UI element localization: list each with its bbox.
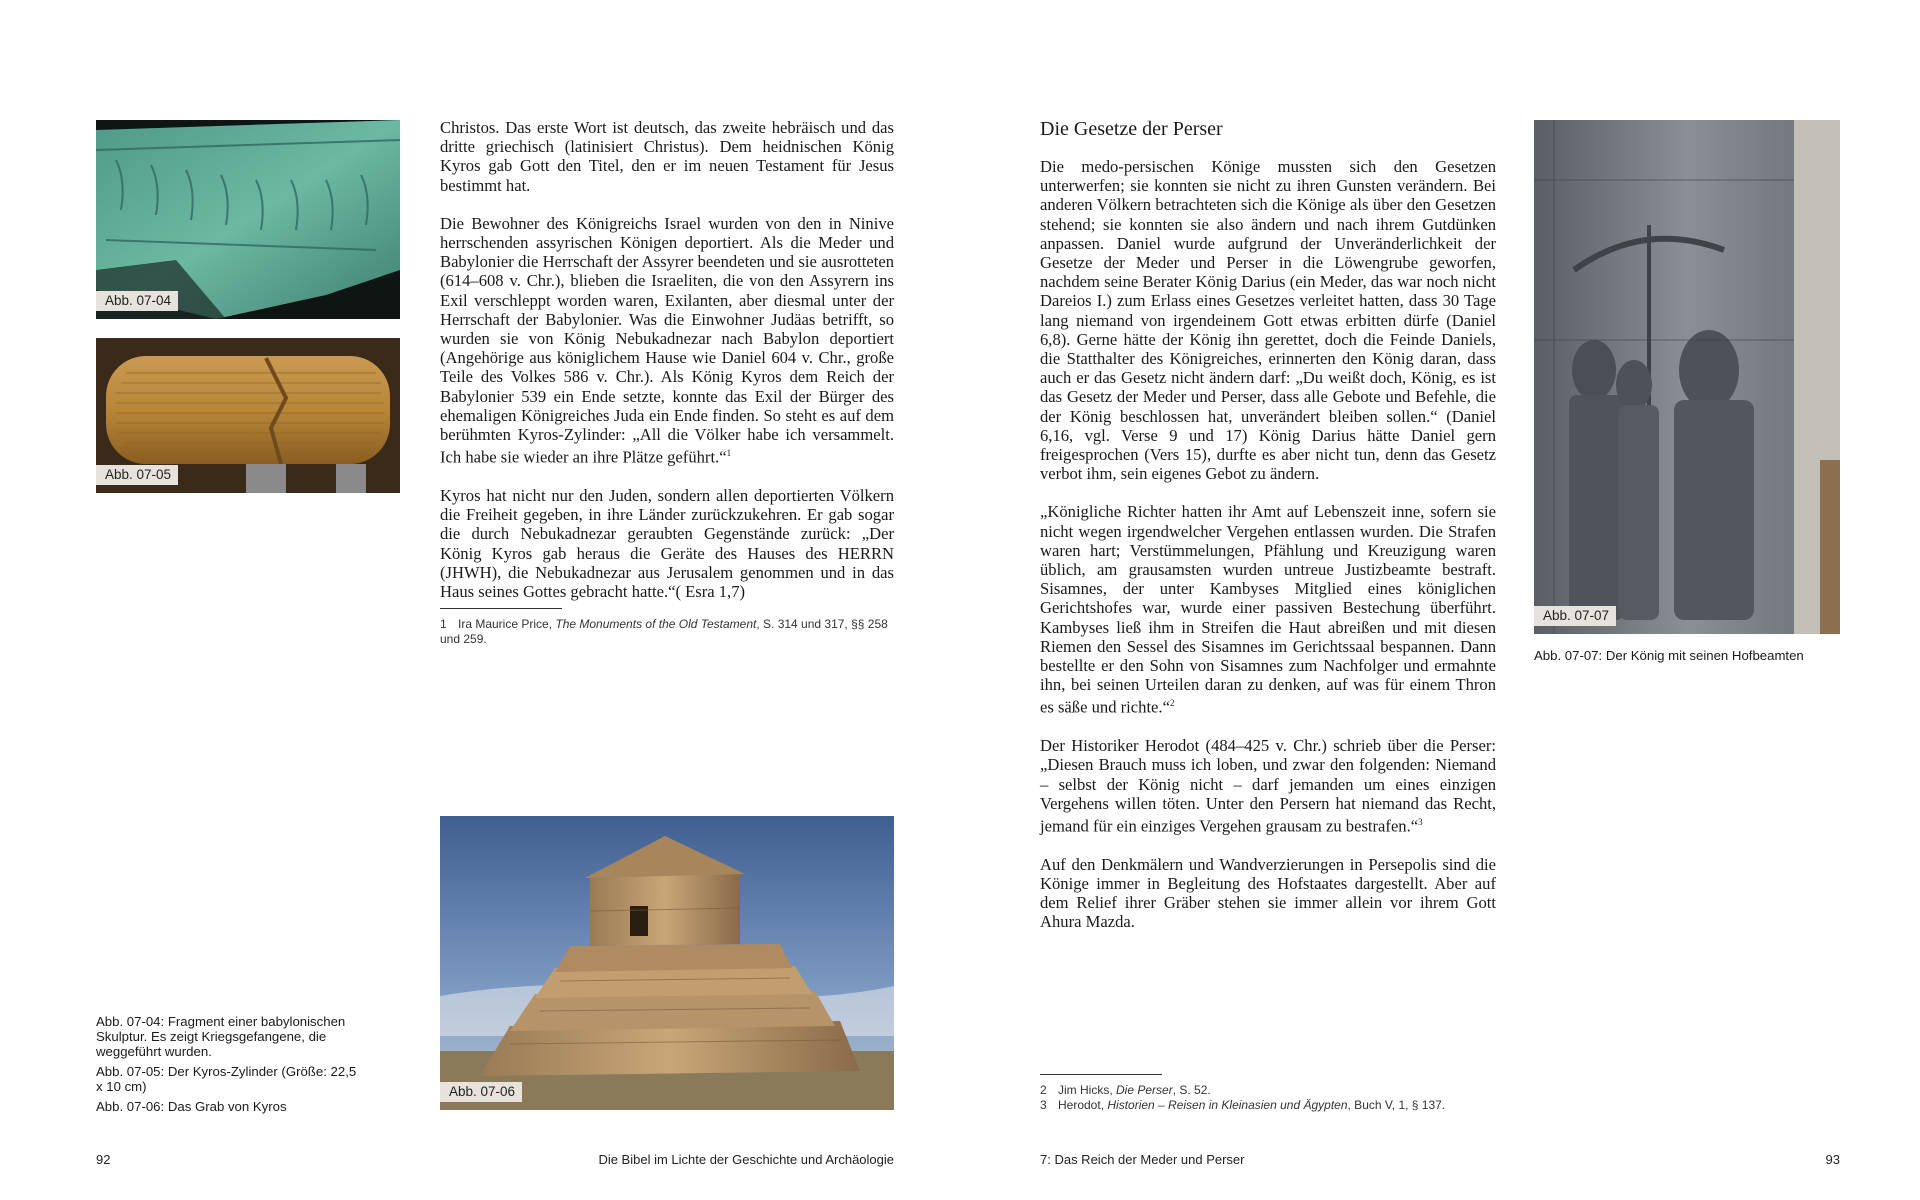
footnote-number: 3 <box>1040 1098 1047 1112</box>
left-text-column <box>440 118 894 620</box>
persepolis-relief-image <box>1534 120 1840 634</box>
caption: Abb. 07-07: Der König mit seinen Hofbeamten <box>1534 648 1804 663</box>
cyrus-tomb-image <box>440 816 894 1110</box>
figure-07-04-photo <box>96 120 400 319</box>
paragraph: Die Bewohner des Königreichs Israel wurden von den in Ninive herrschenden assyrischen Königen deportiert. Als die Meder und Babylonier die Herrschaft der Assyrer beendeten und sie ausrotteten (614–608 v. Chr.), blieben die Israeliten, die von den Assyrern ins Exil verschleppt worden waren, Exilanten, aber diesmal unter der Herrschaft der Babylonier. Was die Einwohner Judäas betrifft, so wurden sie von König Nebukadnezar nach Babylon deportiert (Angehörige aus königlichem Hause wie Daniel 604 v. Chr., große Teile des Volkes 586 v. Chr.). Als König Kyros dem Reich der Babylonier 539 ein Ende setzte, konnte das Exil der Bürger des ehemaligen Königreiches Juda ein Ende finden. So steht es auf dem berühmten Kyros-Zylinder: „All die Völker habe ich versammelt. Ich habe sie wieder an ihre Plätze geführt.“$^1$ <box>440 213 894 467</box>
footnote-marker: 3 <box>1418 817 1423 828</box>
caption: Abb. 07-04: Fragment einer babylonischen Skulptur. Es zeigt Kriegsgefangene, die weggeführt wurden. <box>96 1014 346 1059</box>
footnote-rule <box>440 608 562 609</box>
figure-label: Abb. 07-06 <box>440 1082 522 1102</box>
figure-label: Abb. 07-04 <box>96 291 178 311</box>
running-footer-right: 7: Das Reich der Meder und Perser <box>1040 1152 1245 1167</box>
footnote-number: 2 <box>1040 1083 1047 1097</box>
left-captions <box>96 1014 366 1114</box>
left-footnotes <box>440 608 894 647</box>
figure-07-06-photo <box>440 816 894 1110</box>
footnote-number: 1 <box>440 617 447 631</box>
page-number-left: 92 <box>96 1152 111 1167</box>
paragraph: Der Historiker Herodot (484–425 v. Chr.) schrieb über die Perser: „Diesen Brauch muss ich loben, und zwar den folgenden: Niemand – selbst der König nicht – darf jemanden um eines einzigen Vergehens willen töten. Unter den Persern hat niemand das Recht, jemand für ein einziges Vergehen grausam zu bestrafen.“$^3$ <box>1040 736 1496 836</box>
footnote-rule <box>1040 1074 1162 1075</box>
figure-label: Abb. 07-07 <box>1534 606 1616 626</box>
running-footer-left: Die Bibel im Lichte der Geschichte und Archäologie <box>598 1152 894 1167</box>
footnote-marker: 1 <box>726 448 732 459</box>
figure-label: Abb. 07-05 <box>96 465 178 485</box>
page-number-right: 93 <box>1825 1152 1840 1167</box>
section-heading: Die Gesetze der Perser <box>1040 118 1223 140</box>
paragraph: Die medo-persischen Könige mussten sich den Gesetzen unterwerfen; sie konnten sie nicht zu ihren Gunsten verändern. Bei anderen Völkern betrachteten sich die Könige als über den Gesetzen stehend; sie konnten sie also ändern und nach ihrem Gutdünken anpassen. Daniel wurde aufgrund der Unveränderlichkeit der Gesetze der Meder und Perser in die Löwengrube geworfen, nachdem seine Berater König Darius (ein Meder, das war noch nicht Dareios I.) zum Erlass eines Gesetzes verleitet hatten, dass 30 Tage lang niemand von irgendeinem Gott etwas erbitten dürfe (Daniel 6,8). Gerne hätte der König ihn gerettet, doch die Feinde Daniels, die Statthalter des Königreiches, erinnerten den König daran, dass auch er das Gesetz nicht ändern darf: „Du weißt doch, König, es ist das Gesetz der Meder und Perser, dass alle Gebote und Befehle, die der König beschlossen hat, unverändert bleiben sollen.“ (Daniel 6,16, vgl. Verse 9 und 17) König Darius hätte Daniel gern freigesprochen (Vers 15), durfte es aber nicht tun, denn das Gesetz verbot ihm, sein eigenes Gebot zu ändern. <box>1040 157 1496 484</box>
footnote: 3 Herodot, Historien – Reisen in Kleinasien und Ägypten, Buch V, 1, § 137. <box>1040 1098 1446 1112</box>
paragraph: Christos. Das erste Wort ist deutsch, das zweite hebräisch und das dritte griechisch (latinisiert Christus). Dem heidnischen König Kyros gab Gott den Titel, den er im neuen Testament für Jesus bestimmt hat. <box>440 118 894 195</box>
caption: Abb. 07-05: Der Kyros-Zylinder (Größe: 22,5 x 10 cm) <box>96 1064 357 1094</box>
paragraph: „Königliche Richter hatten ihr Amt auf Lebenszeit inne, sofern sie nicht wegen irgendwelcher Vergehen entlassen wurden. Die Strafen waren hart; Verstümmelungen, Pfählung und Kreuzigung waren üblich, am grausamsten wurden untreue Justizbeamte bestraft. Sisamnes, der unter Kambyses Mitglied eines königlichen Gerichtshofes war, wurde einer passiven Bestechung überführt. Kambyses ließ ihm in Streifen die Haut abreißen und mit diesen Riemen den Sessel des Sisamnes im Gerichtssaal bespannen. Dann bestellte er den Sohn von Sisamnes zum Nachfolger und ermahnte ihn, bei seinen Urteilen daran zu denken, auf was für einem Thron es säße und richte.“$^2$ <box>1040 502 1496 718</box>
paragraph: Auf den Denkmälern und Wandverzierungen in Persepolis sind die Könige immer in Begleitung des Hofstaates dargestellt. Aber auf dem Relief ihrer Gräber stehen sie immer allein vor ihrem Gott Ahura Mazda. <box>1040 854 1496 932</box>
babylonian-sculpture-image <box>96 120 400 319</box>
figure-07-05-photo <box>96 338 400 493</box>
caption: Abb. 07-06: Das Grab von Kyros <box>96 1099 287 1114</box>
footnote: 1 Ira Maurice Price, The Monuments of the Old Testament, S. 314 und 317, §§ 258 und 259. <box>440 617 888 646</box>
footnote: 2 Jim Hicks, Die Perser, S. 52. <box>1040 1083 1211 1097</box>
right-text-column <box>1040 118 1496 951</box>
footnote-marker: 2 <box>1169 698 1175 709</box>
paragraph: Kyros hat nicht nur den Juden, sondern allen deportierten Völkern die Freiheit gegeben, in ihre Länder zurückzukehren. Er gab sogar die durch Nebukadnezar geraubten Gegenstände zurück: „Der König Kyros gab heraus die Geräte des Hauses des HERRN (JHWH), die Nebukadnezar aus Jerusalem genommen und in das Haus seines Gottes gebracht hatte.“( Esra 1,7) <box>440 485 894 601</box>
figure-07-07-photo <box>1534 120 1840 634</box>
right-footnotes <box>1040 1074 1496 1113</box>
